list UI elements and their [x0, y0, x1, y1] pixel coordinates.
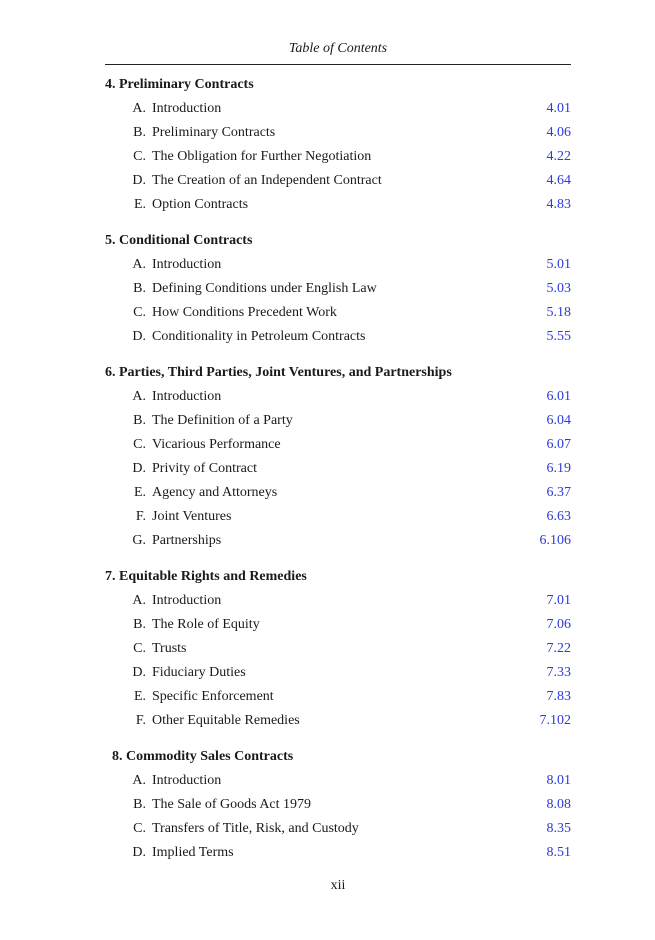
toc-entry[interactable] — [105, 505, 571, 529]
chapter-entries — [105, 769, 571, 865]
entry-paragraph-link[interactable]: 4.83 — [546, 197, 571, 212]
entry-paragraph-link[interactable]: 8.01 — [546, 773, 571, 788]
chapter-entries — [105, 385, 571, 553]
entry-paragraph-link[interactable]: 5.03 — [546, 281, 571, 296]
entry-letter: B. — [133, 281, 146, 296]
entry-label[interactable]: Implied Terms — [152, 845, 234, 860]
chapter-entries — [105, 97, 571, 217]
entry-label[interactable]: Defining Conditions under English Law — [152, 281, 377, 296]
entry-paragraph-link[interactable]: 6.63 — [546, 509, 571, 524]
entry-label[interactable]: Partnerships — [152, 533, 222, 548]
toc-entry[interactable] — [105, 817, 571, 841]
chapter-entries — [105, 589, 571, 733]
entry-label[interactable]: How Conditions Precedent Work — [152, 305, 337, 320]
entry-label[interactable]: Specific Enforcement — [152, 689, 274, 704]
toc-entry[interactable] — [105, 169, 571, 193]
entry-paragraph-link[interactable]: 7.22 — [546, 641, 571, 656]
toc-entry[interactable] — [105, 325, 571, 349]
entry-letter: F. — [135, 509, 146, 524]
toc-chapter — [105, 229, 571, 349]
toc-entry[interactable] — [105, 529, 571, 553]
toc-entry[interactable] — [105, 277, 571, 301]
entry-letter: A. — [132, 101, 146, 116]
entry-label[interactable]: Trusts — [152, 641, 187, 656]
entry-letter: E. — [133, 485, 146, 500]
toc-entry[interactable] — [105, 661, 571, 685]
entry-paragraph-link[interactable]: 7.102 — [539, 713, 571, 728]
entry-paragraph-link[interactable]: 6.19 — [546, 461, 571, 476]
entry-label[interactable]: Fiduciary Duties — [152, 665, 246, 680]
entry-paragraph-link[interactable]: 7.83 — [546, 689, 571, 704]
entry-paragraph-link[interactable]: 4.01 — [546, 101, 571, 116]
entry-letter: B. — [133, 797, 146, 812]
entry-label[interactable]: Option Contracts — [152, 197, 249, 212]
entry-letter: B. — [133, 125, 146, 140]
entry-label[interactable]: Vicarious Performance — [152, 437, 281, 452]
entry-label[interactable]: Other Equitable Remedies — [152, 713, 300, 728]
entry-label[interactable]: Joint Ventures — [152, 509, 232, 524]
entry-label[interactable]: The Sale of Goods Act 1979 — [152, 797, 312, 812]
toc-entry[interactable] — [105, 97, 571, 121]
entry-letter: F. — [135, 713, 146, 728]
entry-label[interactable]: Privity of Contract — [152, 461, 257, 476]
entry-paragraph-link[interactable]: 8.08 — [546, 797, 571, 812]
entry-paragraph-link[interactable]: 6.106 — [539, 533, 571, 548]
entry-letter: B. — [133, 617, 146, 632]
entry-paragraph-link[interactable]: 4.22 — [546, 149, 571, 164]
toc-entry[interactable] — [105, 457, 571, 481]
entry-label[interactable]: Agency and Attorneys — [152, 485, 278, 500]
entry-paragraph-link[interactable]: 7.06 — [546, 617, 571, 632]
toc-entry[interactable] — [105, 385, 571, 409]
entry-paragraph-link[interactable]: 8.35 — [546, 821, 571, 836]
entry-paragraph-link[interactable]: 6.37 — [546, 485, 571, 500]
toc-chapter — [105, 565, 571, 733]
entry-letter: C. — [133, 305, 146, 320]
entry-label[interactable]: The Obligation for Further Negotiation — [152, 149, 372, 164]
toc-entry[interactable] — [105, 253, 571, 277]
toc-entry[interactable] — [105, 685, 571, 709]
entry-letter: D. — [132, 665, 146, 680]
entry-label[interactable]: Conditionality in Petroleum Contracts — [152, 329, 366, 344]
toc-entry[interactable] — [105, 841, 571, 865]
entry-paragraph-link[interactable]: 4.64 — [546, 173, 571, 188]
entry-label[interactable]: Preliminary Contracts — [152, 125, 276, 140]
entry-label[interactable]: Introduction — [152, 389, 222, 404]
entry-paragraph-link[interactable]: 8.51 — [546, 845, 571, 860]
chapter-title[interactable]: 8. Commodity Sales Contracts — [112, 749, 294, 764]
entry-letter: E. — [133, 197, 146, 212]
entry-paragraph-link[interactable]: 6.04 — [546, 413, 571, 428]
entry-paragraph-link[interactable]: 5.55 — [546, 329, 571, 344]
toc-entry[interactable] — [105, 193, 571, 217]
entry-label[interactable]: Transfers of Title, Risk, and Custody — [152, 821, 359, 836]
entry-letter: D. — [132, 461, 146, 476]
toc-entry[interactable] — [105, 637, 571, 661]
entry-letter: A. — [132, 593, 146, 608]
entry-label[interactable]: Introduction — [152, 101, 222, 116]
entry-letter: E. — [133, 689, 146, 704]
toc-entry[interactable] — [105, 709, 571, 733]
entry-paragraph-link[interactable]: 6.07 — [546, 437, 571, 452]
toc-chapter — [105, 73, 571, 217]
entry-letter: A. — [132, 257, 146, 272]
entry-letter: D. — [132, 845, 146, 860]
toc-entry[interactable] — [105, 301, 571, 325]
entry-letter: G. — [132, 533, 146, 548]
toc-entry[interactable] — [105, 409, 571, 433]
entry-paragraph-link[interactable]: 5.01 — [546, 257, 571, 272]
entry-letter: C. — [133, 821, 146, 836]
entry-label[interactable]: Introduction — [152, 773, 222, 788]
entry-letter: D. — [132, 329, 146, 344]
chapter-title[interactable]: 5. Conditional Contracts — [105, 233, 253, 248]
toc-entry[interactable] — [105, 121, 571, 145]
chapter-title[interactable]: 4. Preliminary Contracts — [105, 77, 254, 92]
entry-label[interactable]: The Creation of an Independent Contract — [152, 173, 382, 188]
entry-paragraph-link[interactable]: 5.18 — [546, 305, 571, 320]
entry-letter: B. — [133, 413, 146, 428]
toc-chapter — [105, 745, 571, 865]
toc-entry[interactable] — [105, 589, 571, 613]
entry-label[interactable]: Introduction — [152, 257, 222, 272]
toc-entry[interactable] — [105, 793, 571, 817]
entry-letter: C. — [133, 437, 146, 452]
toc-chapter — [105, 361, 571, 553]
entry-paragraph-link[interactable]: 7.01 — [546, 593, 571, 608]
entry-letter: C. — [133, 641, 146, 656]
table-of-contents — [105, 73, 571, 877]
entry-letter: A. — [132, 389, 146, 404]
entry-label[interactable]: Introduction — [152, 593, 222, 608]
entry-letter: C. — [133, 149, 146, 164]
toc-entry[interactable] — [105, 613, 571, 637]
entry-label[interactable]: The Role of Equity — [152, 617, 260, 632]
header-rule — [105, 64, 571, 65]
entry-letter: D. — [132, 173, 146, 188]
toc-entry[interactable] — [105, 433, 571, 457]
entry-paragraph-link[interactable]: 7.33 — [546, 665, 571, 680]
chapter-title[interactable]: 6. Parties, Third Parties, Joint Ventures, and Partnerships — [105, 365, 452, 380]
toc-entry[interactable] — [105, 481, 571, 505]
chapter-entries — [105, 253, 571, 349]
entry-paragraph-link[interactable]: 6.01 — [546, 389, 571, 404]
running-head: Table of Contents — [288, 41, 388, 56]
entry-paragraph-link[interactable]: 4.06 — [546, 125, 571, 140]
chapter-title[interactable]: 7. Equitable Rights and Remedies — [105, 569, 307, 584]
page-number: xii — [330, 878, 346, 893]
toc-entry[interactable] — [105, 145, 571, 169]
entry-label[interactable]: The Definition of a Party — [152, 413, 293, 428]
toc-entry[interactable] — [105, 769, 571, 793]
entry-letter: A. — [132, 773, 146, 788]
